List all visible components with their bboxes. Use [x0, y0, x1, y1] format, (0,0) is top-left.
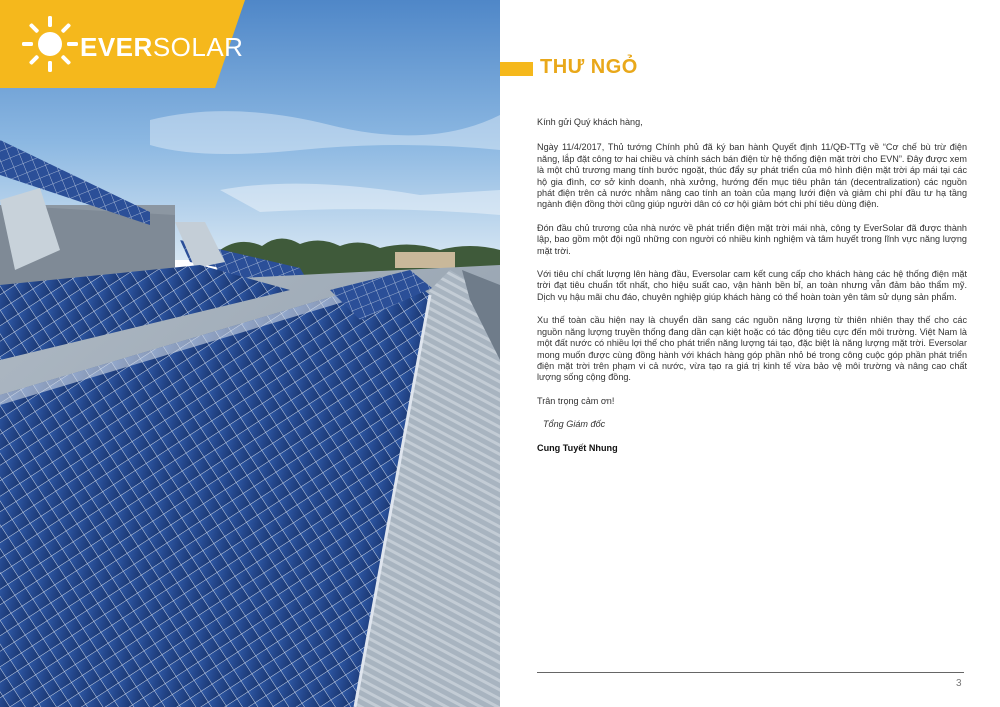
- signer-title: Tổng Giám đốc: [543, 419, 606, 430]
- brand-name-bold: EVER: [80, 32, 153, 62]
- letter-paragraph-3: Với tiêu chí chất lượng lên hàng đầu, Eversolar cam kết cung cấp cho khách hàng các hệ thống điện mặt trời đạt tiêu chuẩn tốt nhất, cho hiệu suất cao, vận hành bền bỉ, an toàn nhưng vẫn đảm bảo thẩm mỹ. Dịch vụ hậu mãi chu đáo, chuyên nghiệp giúp khách hàng có thể hoàn toàn yên tâm sử dụng sản phẩm.: [537, 269, 967, 302]
- heading-accent-bar: [500, 62, 533, 76]
- brand-name: [80, 32, 243, 63]
- letter-paragraph-2: Đón đầu chủ trương của nhà nước về phát triển điện mặt trời mái nhà, công ty EverSolar đã được thành lập, bao gồm một đội ngũ những con người có nhiều kinh nghiệm và tâm huyết trong lĩnh vực năng lượng mặt trời.: [537, 222, 967, 256]
- sun-icon: [22, 16, 78, 72]
- open-letter: [537, 117, 967, 466]
- letter-greeting: Kính gửi Quý khách hàng,: [537, 117, 643, 127]
- letter-closing: Trân trọng cảm ơn!: [537, 395, 615, 406]
- brand-logo: [0, 0, 245, 88]
- signer-name: Cung Tuyết Nhung: [537, 442, 618, 453]
- brand-name-light: SOLAR: [152, 32, 244, 62]
- letter-paragraph-4: Xu thế toàn cầu hiện nay là chuyển dần sang các nguồn năng lượng từ thiên nhiên thay thế cho các nguồn năng lượng truyền thống đang dần cạn kiệt hoặc có tác động tiêu cực đến môi trường. Việt Nam là một đất nước có nhiều lợi thế cho phát triển năng lượng tái tạo, đặc biệt là năng lượng mặt trời. Eversolar mong muốn được cùng đồng hành với khách hàng góp phần nhỏ bé trong công cuộc góp phần phát triển điện mặt trời trên phạm vi cả nước, vừa tạo ra giá trị kinh tế vừa bảo vệ môi trường và nâng cao chất lượng sống cộng đồng.: [537, 315, 967, 383]
- page-number: 3: [956, 678, 962, 689]
- footer-divider: [537, 672, 964, 673]
- letter-paragraph-1: Ngày 11/4/2017, Thủ tướng Chính phủ đã ký ban hành Quyết định 11/QĐ-TTg về “Cơ chế bù trừ điện năng, lắp đặt công tơ hai chiều và chính sách bán điện từ hệ thống điện mặt trời cho EVN”. Đây được xem là một chủ trương mang tính bước ngoặt, thúc đẩy sự phát triển của mô hình điện mặt trời áp mái tại các hộ gia đình, cơ sở kinh doanh, nhà xưởng, hướng đến mục tiêu phân tán (decentralization) các nguồn phát điện trên cả nước nhằm nâng cao tính an toàn của mạng lưới điện và giảm chi phí đầu tư hạ tầng ngành điện đồng thời cũng giúp người dân có cơ hội giảm bớt chi phí tiêu dùng điện.: [537, 142, 967, 210]
- page-title: THƯ NGỎ: [540, 56, 638, 78]
